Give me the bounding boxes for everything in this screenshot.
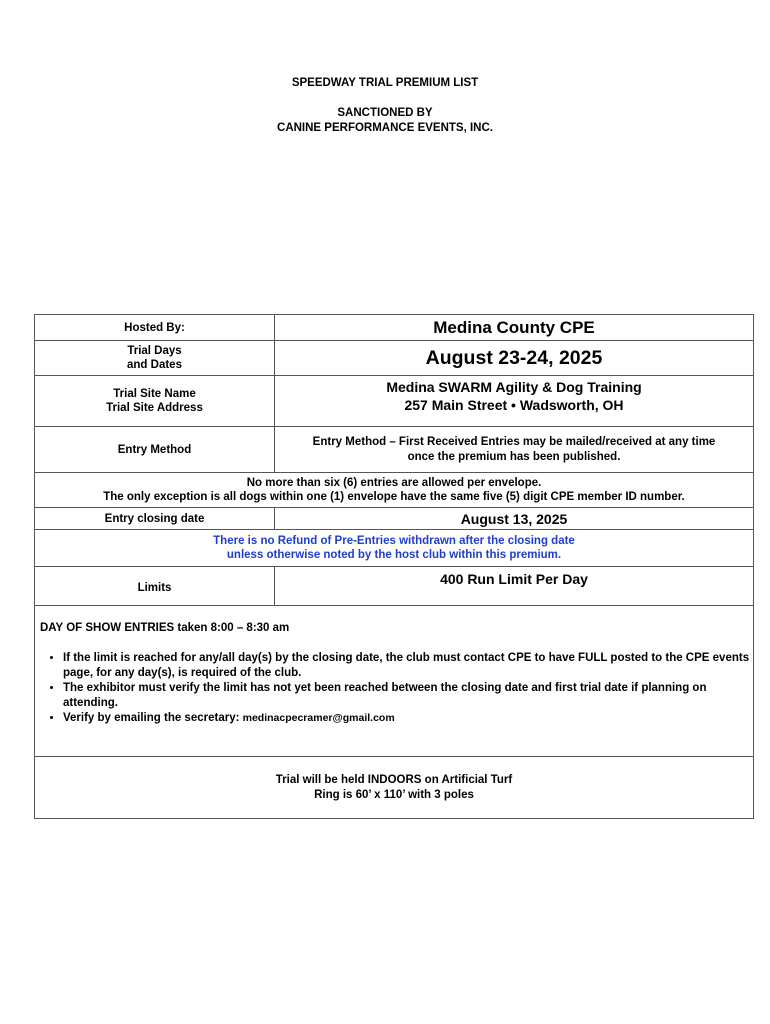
premium-list-title: SPEEDWAY TRIAL PREMIUM LIST bbox=[291, 77, 479, 89]
trial-days-label: Trial Days bbox=[127, 345, 182, 357]
indoor-info-line-1: Trial will be held INDOORS on Artificial Turf bbox=[275, 773, 513, 786]
envelope-rule-row bbox=[35, 473, 754, 508]
sanctioned-by-line: SANCTIONED BY bbox=[337, 107, 433, 119]
limits-row bbox=[35, 567, 754, 606]
indoor-info-row bbox=[35, 757, 754, 819]
verify-text: Verify by emailing the secretary: bbox=[63, 712, 243, 724]
envelope-rule bbox=[35, 473, 754, 508]
sanctioning-body: CANINE PERFORMANCE EVENTS, INC. bbox=[277, 122, 493, 134]
day-of-show-row bbox=[35, 606, 754, 757]
refund-notice-line-1: There is no Refund of Pre-Entries withdrawn after the closing date bbox=[213, 534, 575, 547]
trial-site-address: 257 Main Street • Wadsworth, OH bbox=[404, 397, 624, 413]
entry-method-label: Entry Method bbox=[35, 427, 275, 473]
entry-method-line-1: Entry Method – First Received Entries may be mailed/received at any time bbox=[312, 436, 716, 448]
day-of-show-title: DAY OF SHOW ENTRIES taken 8:00 – 8:30 am bbox=[40, 622, 290, 634]
trial-site-address-label: Trial Site Address bbox=[106, 402, 203, 414]
bullet-item bbox=[63, 711, 753, 726]
limits-label: Limits bbox=[35, 567, 275, 606]
closing-date-row bbox=[35, 508, 754, 530]
trial-site-label bbox=[35, 376, 275, 427]
trial-dates-label bbox=[35, 341, 275, 376]
hosted-by-row bbox=[35, 315, 754, 341]
trial-site-name-label: Trial Site Name bbox=[113, 388, 196, 400]
envelope-rule-line-2: The only exception is all dogs within one (1) envelope have the same five (5) digit CPE member ID number. bbox=[103, 491, 685, 503]
hosted-by-label: Hosted By: bbox=[35, 315, 275, 341]
limits-value: 400 Run Limit Per Day bbox=[275, 567, 754, 606]
trial-site-value bbox=[275, 376, 754, 427]
trial-site-row bbox=[35, 376, 754, 427]
closing-date-value: August 13, 2025 bbox=[275, 508, 754, 530]
entry-method-line-2: once the premium has been published. bbox=[407, 450, 621, 463]
trial-site-name: Medina SWARM Agility & Dog Training bbox=[386, 379, 642, 395]
day-of-show-section bbox=[35, 606, 754, 757]
closing-date-label: Entry closing date bbox=[35, 508, 275, 530]
trial-dates-value: August 23-24, 2025 bbox=[275, 341, 754, 376]
refund-notice-line-2: unless otherwise noted by the host club within this premium. bbox=[226, 549, 562, 561]
indoor-info bbox=[35, 757, 754, 819]
envelope-rule-line-1: No more than six (6) entries are allowed per envelope. bbox=[246, 476, 542, 489]
bullet-item: • The exhibitor must verify the limit has not yet been reached between the closing date and first trial date if planning on attending. bbox=[63, 681, 753, 711]
day-of-show-bullets bbox=[35, 651, 753, 726]
and-dates-label: and Dates bbox=[127, 359, 182, 371]
trial-dates-row bbox=[35, 341, 754, 376]
refund-notice bbox=[35, 530, 754, 567]
bullet-item: • If the limit is reached for any/all day(s) by the closing date, the club must contact CPE to have FULL posted to the CPE events page, for any day(s), is required of the club. bbox=[63, 651, 753, 681]
trial-info-table bbox=[34, 314, 754, 819]
host-club-name: Medina County CPE bbox=[275, 315, 754, 341]
secretary-email: medinacpecramer@gmail.com bbox=[242, 712, 395, 724]
entry-method-value bbox=[275, 427, 754, 473]
entry-method-row bbox=[35, 427, 754, 473]
refund-notice-row bbox=[35, 530, 754, 567]
indoor-info-line-2: Ring is 60’ x 110’ with 3 poles bbox=[314, 788, 474, 801]
